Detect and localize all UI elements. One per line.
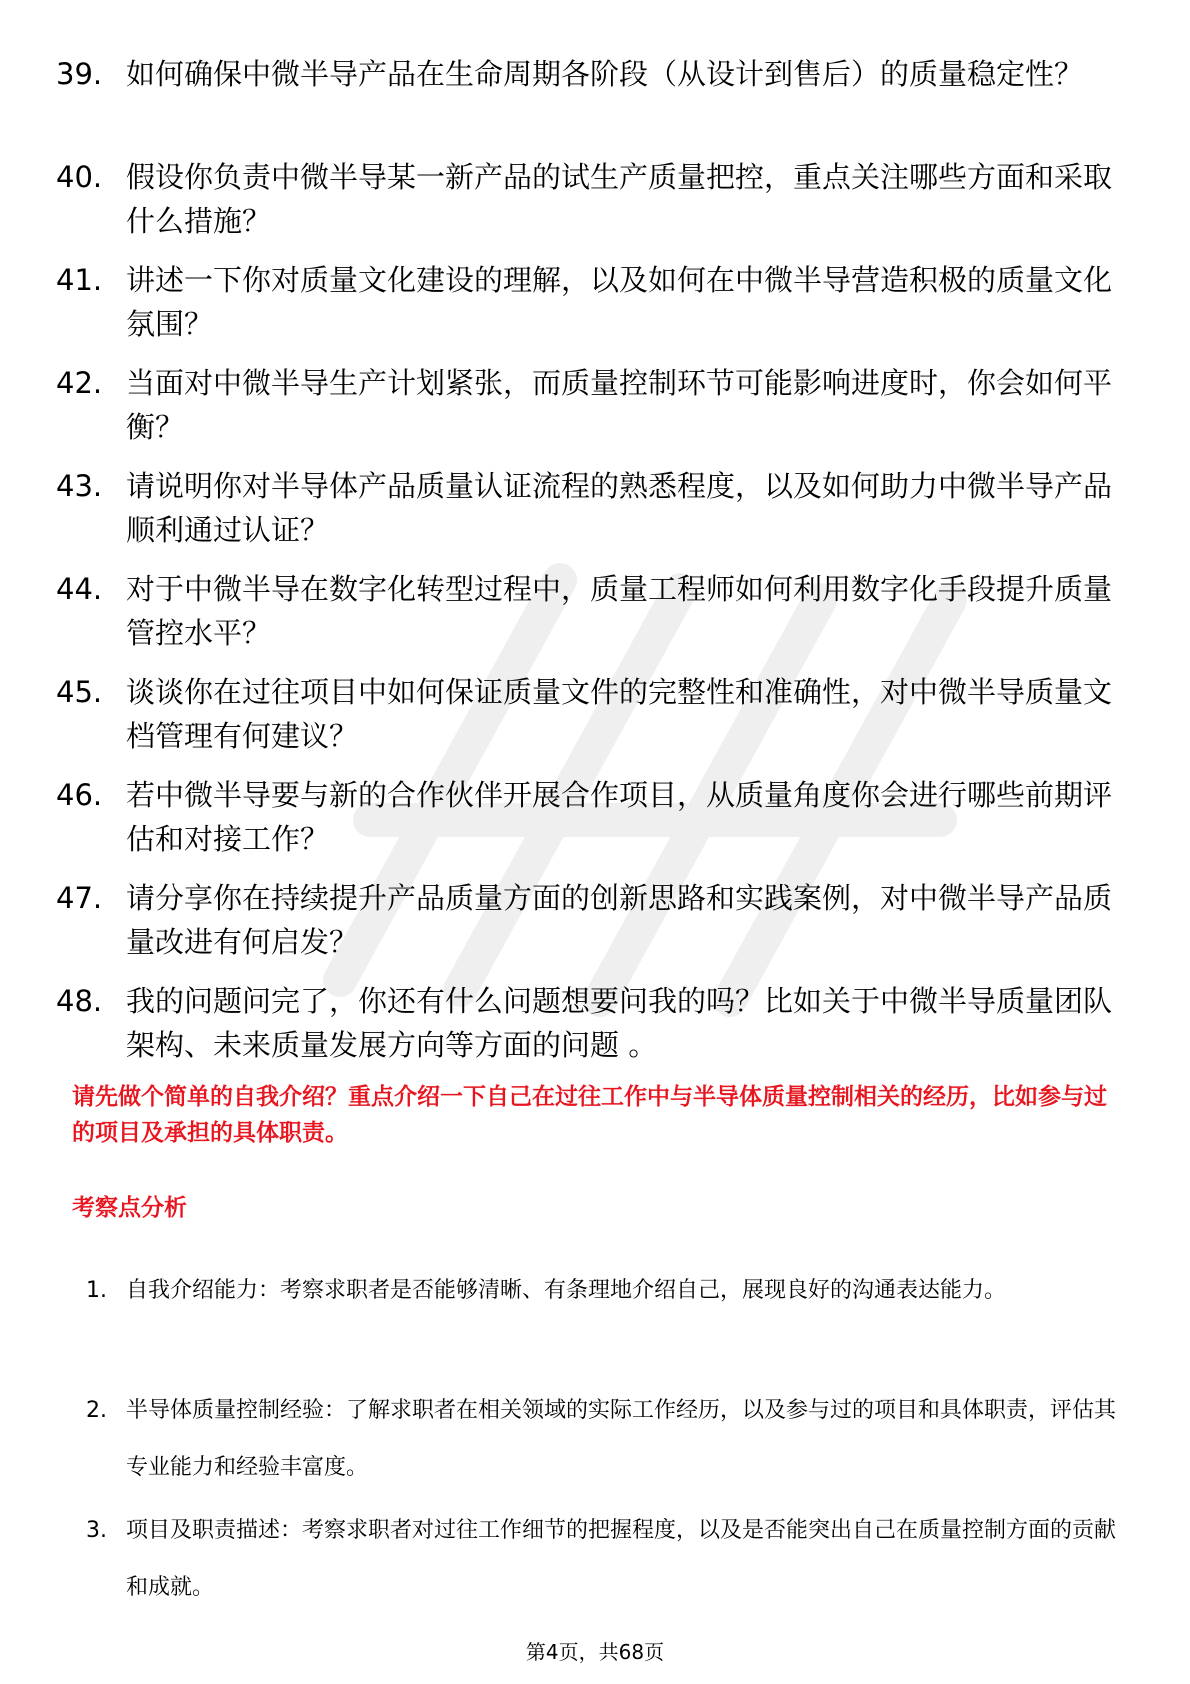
analysis-text: 自我介绍能力：考察求职者是否能够清晰、有条理地介绍自己，展现良好的沟通表达能力。 bbox=[126, 1278, 1007, 1303]
highlight-question: 请先做个简单的自我介绍？重点介绍一下自己在过往工作中与半导体质量控制相关的经历，比如参与过的项目及承担的具体职责。 bbox=[72, 1084, 1107, 1146]
question-item bbox=[0, 361, 1190, 464]
question-text: 对于中微半导在数字化转型过程中，质量工程师如何利用数字化手段提升质量管控水平？ bbox=[126, 572, 1113, 650]
question-number: 43. bbox=[56, 469, 103, 503]
analysis-number: 1. bbox=[86, 1278, 107, 1303]
question-number: 48. bbox=[56, 984, 103, 1018]
question-item bbox=[0, 52, 1190, 155]
question-number: 45. bbox=[56, 675, 103, 709]
analysis-number: 3. bbox=[86, 1518, 107, 1543]
question-text: 当面对中微半导生产计划紧张，而质量控制环节可能影响进度时，你会如何平衡？ bbox=[126, 366, 1113, 444]
question-text: 请分享你在持续提升产品质量方面的创新思路和实践案例，对中微半导产品质量改进有何启发？ bbox=[126, 881, 1113, 959]
question-number: 46. bbox=[56, 778, 103, 812]
question-item bbox=[0, 876, 1190, 979]
question-text: 谈谈你在过往项目中如何保证质量文件的完整性和准确性，对中微半导质量文档管理有何建议？ bbox=[126, 675, 1113, 753]
question-number: 47. bbox=[56, 881, 103, 915]
question-item bbox=[0, 258, 1190, 361]
question-text: 如何确保中微半导产品在生命周期各阶段（从设计到售后）的质量稳定性？ bbox=[126, 57, 1084, 91]
question-item bbox=[0, 567, 1190, 670]
question-item bbox=[0, 155, 1190, 258]
question-text: 假设你负责中微半导某一新产品的试生产质量把控，重点关注哪些方面和采取什么措施？ bbox=[126, 160, 1113, 238]
question-text: 请说明你对半导体产品质量认证流程的熟悉程度，以及如何助力中微半导产品顺利通过认证？ bbox=[126, 469, 1113, 547]
question-list bbox=[0, 52, 1190, 1082]
question-number: 42. bbox=[56, 366, 103, 400]
analysis-number: 2. bbox=[86, 1398, 107, 1423]
question-text: 我的问题问完了，你还有什么问题想要问我的吗？比如关于中微半导质量团队架构、未来质量发展方向等方面的问题 。 bbox=[126, 984, 1113, 1062]
question-item bbox=[0, 979, 1190, 1082]
analysis-title: 考察点分析 bbox=[72, 1195, 187, 1221]
analysis-text: 半导体质量控制经验：了解求职者在相关领域的实际工作经历，以及参与过的项目和具体职责，评估其专业能力和经验丰富度。 bbox=[126, 1398, 1117, 1480]
question-item bbox=[0, 464, 1190, 567]
question-item bbox=[0, 773, 1190, 876]
analysis-item bbox=[0, 1262, 1190, 1382]
analysis-item bbox=[0, 1502, 1190, 1622]
question-number: 41. bbox=[56, 263, 103, 297]
question-number: 39. bbox=[56, 57, 103, 91]
question-text: 讲述一下你对质量文化建设的理解，以及如何在中微半导营造积极的质量文化氛围？ bbox=[126, 263, 1113, 341]
question-number: 44. bbox=[56, 572, 103, 606]
analysis-list bbox=[0, 1262, 1190, 1622]
page-footer: 第4页，共68页 bbox=[525, 1640, 665, 1664]
analysis-item bbox=[0, 1382, 1190, 1502]
question-number: 40. bbox=[56, 160, 103, 194]
question-text: 若中微半导要与新的合作伙伴开展合作项目，从质量角度你会进行哪些前期评估和对接工作？ bbox=[126, 778, 1113, 856]
question-item bbox=[0, 670, 1190, 773]
analysis-text: 项目及职责描述：考察求职者对过往工作细节的把握程度，以及是否能突出自己在质量控制方面的贡献和成就。 bbox=[126, 1518, 1117, 1600]
